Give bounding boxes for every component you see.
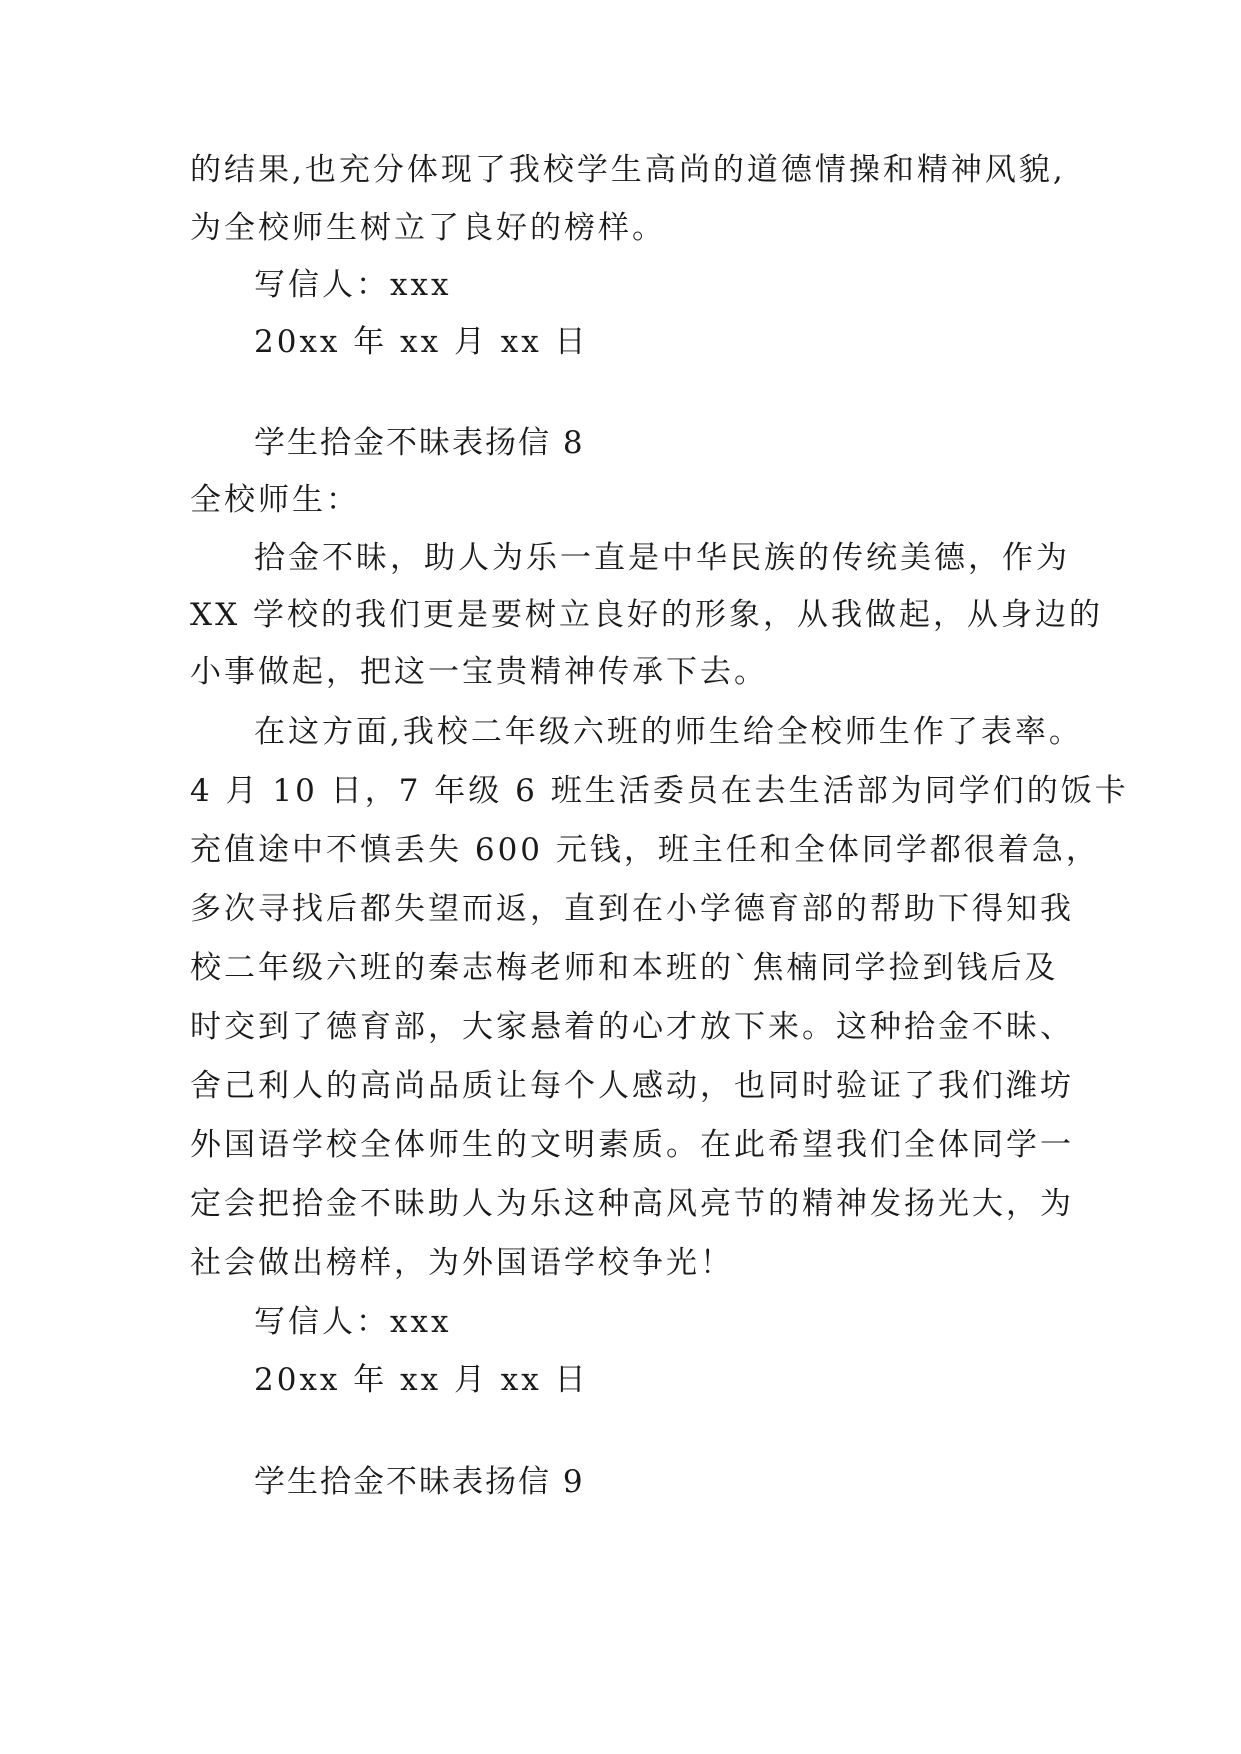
paragraph-line: 舍己利人的高尚品质让每个人感动，也同时验证了我们潍坊 [190, 1068, 1074, 1104]
paragraph-line: XX 学校的我们更是要树立良好的形象，从我做起，从身边的 [190, 597, 1103, 633]
paragraph-line: 在这方面,我校二年级六班的师生给全校师生作了表率。 [254, 714, 1083, 750]
paragraph-line: 校二年级六班的秦志梅老师和本班的`焦楠同学捡到钱后及 [190, 950, 1059, 986]
paragraph-line: 小事做起，把这一宝贵精神传承下去。 [190, 654, 768, 690]
signature-date: 20xx 年 xx 月 xx 日 [254, 1362, 589, 1398]
section-heading: 学生拾金不昧表扬信 9 [254, 1464, 585, 1500]
paragraph-line: 定会把拾金不昧助人为乐这种高风亮节的精神发扬光大，为 [190, 1186, 1074, 1222]
salutation: 全校师生： [190, 482, 360, 518]
paragraph-line: 外国语学校全体师生的文明素质。在此希望我们全体同学一 [190, 1127, 1074, 1163]
paragraph-line: 多次寻找后都失望而返，直到在小学德育部的帮助下得知我 [190, 891, 1074, 927]
paragraph-line: 4 月 10 日，7 年级 6 班生活委员在去生活部为同学们的饭卡 [190, 773, 1129, 809]
paragraph-line: 的结果,也充分体现了我校学生高尚的道德情操和精神风貌, [190, 152, 1066, 188]
paragraph-line: 时交到了德育部，大家悬着的心才放下来。这种拾金不昧、 [190, 1009, 1074, 1045]
signature-writer: 写信人：xxx [254, 267, 452, 303]
paragraph-line: 社会做出榜样，为外国语学校争光！ [190, 1245, 734, 1281]
signature-date: 20xx 年 xx 月 xx 日 [254, 324, 589, 360]
paragraph-line: 充值途中不慎丢失 600 元钱，班主任和全体同学都很着急， [190, 832, 1100, 868]
section-heading: 学生拾金不昧表扬信 8 [254, 425, 585, 461]
paragraph-line: 为全校师生树立了良好的榜样。 [190, 210, 666, 246]
paragraph-line: 拾金不昧，助人为乐一直是中华民族的传统美德，作为 [254, 540, 1070, 576]
signature-writer: 写信人：xxx [254, 1304, 452, 1340]
